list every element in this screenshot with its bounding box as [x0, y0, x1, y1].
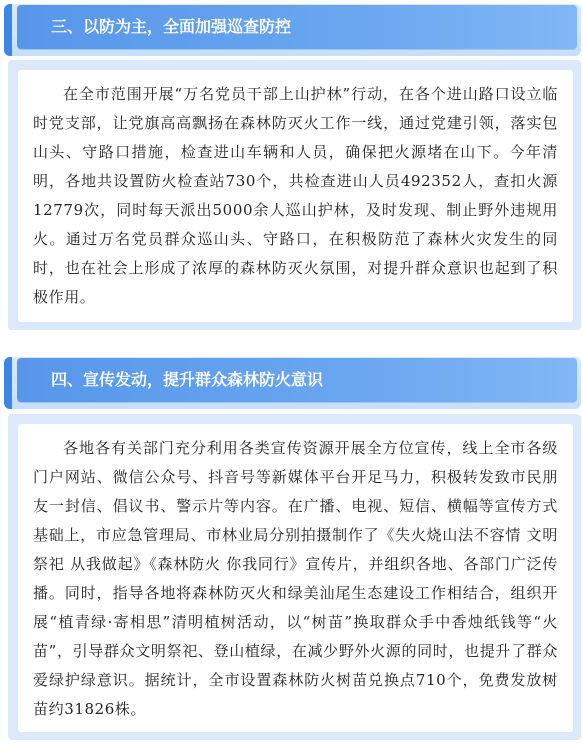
- header-accent: [4, 357, 12, 409]
- section-3-title: 三、以防为主，全面加强巡查防控: [51, 17, 292, 36]
- section-3-paragraph: 在全市范围开展“万名党员干部上山护林”行动，在各个进山路口设立临时党支部，让党旗高高飘扬在森林防灭火工作一线，通过党建引领，落实包山头、守路口措施，检查进山车辆和人员，确保把火源堵在山下。今年清明，各地共设置防火检查站730个，共检查进山人员492352人，查扣火源12779次，同时每天派出5000余人巡山护林，及时发现、制止野外违规用火。通过万名党员群众巡山头、守路口，在积极防范了森林火灾发生的同时，也在社会上形成了浓厚的森林防灭火氛围，对提升群众意识也起到了积极作用。: [33, 85, 558, 306]
- section-4-body: [18, 424, 573, 732]
- section-4-paragraph: 各地各有关部门充分利用各类宣传资源开展全方位宣传，线上全市各级门户网站、微信公众号、抖音号等新媒体平台开足马力，积极转发致市民朋友一封信、倡议书、警示片等内容。在广播、电视、短信、横幅等宣传方式基础上，市应急管理局、市林业局分别拍摄制作了《失火烧山法不容情 文明祭祀 从我做起》《森林防火 你我同行》宣传片，并组织各地、各部门广泛传播。同时，指导各地将森林防灭火和绿美汕尾生态建设工作相结合，组织开展“植青绿·寄相思”清明植树活动，以“树苗”换取群众手中香烛纸钱等“火苗”，引导群众文明祭祀、登山植绿，在减少野外火源的同时，也提升了群众爱绿护绿意识。据统计，全市设置森林防火树苗兑换点710个，免费发放树苗约31826株。: [33, 439, 558, 718]
- section-3-body: [18, 70, 573, 322]
- header-bar: [17, 5, 577, 49]
- header-bar: [17, 358, 577, 402]
- section-4-header: [4, 357, 581, 409]
- section-4-title: 四、宣传发动，提升群众森林防火意识: [51, 370, 324, 389]
- header-accent: [4, 4, 12, 56]
- section-3-content: [8, 60, 581, 330]
- section-3-header: [4, 4, 581, 56]
- section-4-content: [8, 414, 581, 740]
